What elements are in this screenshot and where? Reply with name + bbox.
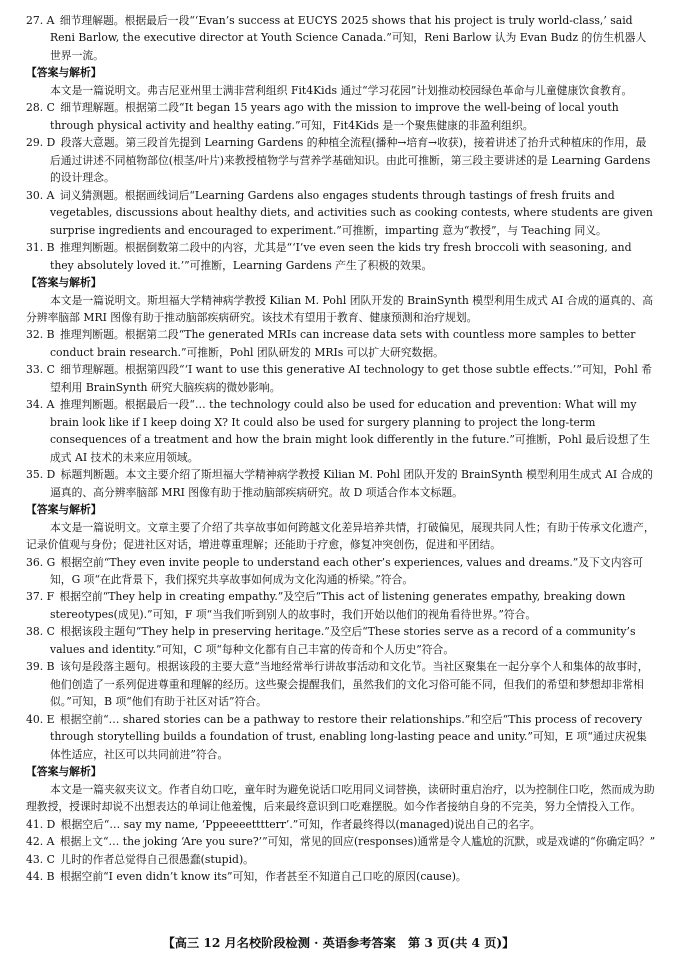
answer-number: 41. D [26, 817, 56, 831]
answer-item [26, 658, 656, 710]
answer-explanation: 根据该段主题句“They help in preserving heritage.”及空后“These stories serve as a record of a community’s values and identity.”可知，C 项“每种文化都有自己丰富的传奇和个人历史”符合。 [50, 625, 636, 656]
answer-section [26, 12, 656, 64]
answer-number: 44. B [26, 869, 55, 883]
answer-explanation: 细节理解题。根据最后一段“‘Evan’s success at EUCYS 2025 shows that his project is truly world-class,’ said Reni Barlow, the executive director at Youth Science Canada.”可知，Reni Barlow 认为 Evan Budz 的仿生机器人世界一流。 [50, 14, 647, 62]
answer-section [26, 274, 656, 501]
answer-explanation: 根据上文“… the joking ‘Are you sure?’”可知，常见的回应(responses)通常是令人尴尬的沉默，或是戏谑的“你确定吗？” [59, 835, 656, 849]
answer-explanation: 推理判断题。根据第二段“The generated MRIs can increase data sets with countless more samples to better conduct brain research.”可推断，Pohl 团队研发的 MRIs 可以扩大研究数据。 [50, 328, 636, 359]
answer-explanation: 根据空前“… shared stories can be a pathway to restore their relationships.”和空后“This process of recovery through storytelling builds a foundation of trust, enabling long-lasting peace and unity.”可知，E 项“通过庆祝集体性适应，社区可以共同前进”符合。 [50, 712, 647, 761]
answer-number: 37. F [26, 590, 55, 604]
passage-summary: 本文是一篇说明文。弗吉尼亚州里士满非营利组织 Fit4Kids 通过“学习花园”计划推动校园绿色革命与儿童健康饮食教育。 [50, 83, 633, 97]
answer-item [26, 239, 656, 274]
answer-item [26, 187, 656, 239]
answer-explanation: 根据空后“… say my name, ‘Pppeeeetttterr’.”可知，作者最终得以(managed)说出自己的名字。 [60, 817, 541, 831]
answer-number: 32. B [26, 328, 55, 342]
answer-number: 39. B [26, 660, 55, 674]
answer-number: 35. D [26, 468, 56, 482]
answer-explanation: 细节理解题。根据第二段“It began 15 years ago with the mission to improve the well-being of local youth through physical activity and healthy eating.”可知，Fit4Kids 是一个聚焦健康的非盈利组织。 [50, 101, 619, 132]
page-content [26, 12, 656, 885]
passage-summary: 本文是一篇夹叙夹议文。作者自幼口吃，童年时为避免说话口吃用同义词替换，读研时重启治疗，以为控制住口吃，然而成为助理教授，授课时却说不出想表达的单词让他羞愧，后来最终意识到口吃难摆脱。如今作者接纳自身的不完美，努力全情投入工作。 [26, 782, 655, 814]
answer-section [26, 64, 656, 274]
answer-item [26, 396, 656, 466]
answer-item [26, 623, 656, 658]
answer-number: 28. C [26, 101, 55, 115]
answer-explanation: 该句是段落主题句。根据该段的主要大意“当地经常举行讲故事活动和文化节。当社区聚集在一起分享个人和集体的故事时，他们创造了一系列促进尊重和理解的经历。这些聚会提醒我们，虽然我们的文化习俗可能不同，但我们的希望和梦想却非常相似。”可知，B 项“他们有助于社区对话”符合。 [50, 660, 649, 709]
passage-summary: 本文是一篇说明文。斯坦福大学精神病学教授 Kilian M. Pohl 团队开发的 BrainSynth 模型利用生成式 AI 合成的逼真的、高分辨率脑部 MRI 图像有助于推动脑部疾病研究。该技术有望用于教育、健康预测和治疗规划。 [26, 293, 654, 324]
answer-number: 29. D [26, 136, 56, 150]
answer-explanation: 推理判断题。根据倒数第二段中的内容，尤其是“‘I’ve even seen the kids try fresh broccoli with seasoning, and they absolutely loved it.’”可推断，Learning Gardens 产生了积极的效果。 [50, 241, 632, 272]
answer-number: 34. A [26, 398, 55, 412]
answer-explanation: 段落大意题。第三段首先提到 Learning Gardens 的种植全流程(播种→培育→收获)，接着讲述了抬升式种植床的作用，最后通过讲述不同植物部位(根茎/叶片)来教授植物学与营养学基础知识。由此可推断，第三段主要讲述的是 Learning Gardens 的设计理念。 [50, 136, 651, 185]
answer-item [26, 868, 656, 885]
answer-explanation: 根据空前“I even didn’t know its”可知，作者甚至不知道自己口吃的原因(cause)。 [59, 869, 467, 883]
answer-number: 40. E [26, 712, 55, 726]
answer-item [26, 851, 656, 868]
section-header: 【答案与解析】 [26, 503, 102, 517]
answer-explanation: 标题判断题。本文主要介绍了斯坦福大学精神病学教授 Kilian M. Pohl 团队开发的 BrainSynth 模型利用生成式 AI 合成的逼真的、高分辨率脑部 MRI 图像有助于推动脑部疾病研究。故 D 项适合作本文标题。 [50, 468, 653, 499]
answer-item [26, 554, 656, 589]
answer-item [26, 134, 656, 186]
answer-number: 38. C [26, 625, 55, 639]
answer-explanation: 细节理解题。根据第四段“‘I want to use this generative AI technology to get those subtle effects.’”可知，Pohl 希望利用 BrainSynth 研究大脑疾病的微妙影响。 [50, 363, 653, 394]
answer-explanation: 推理判断题。根据最后一段“… the technology could also be used for education and prevention: What will my brain look like if I keep doing X? It could also be used for surgery planning to project the long-term consequences of a treatment and how the brain might look differently in the future.”可推断，Pohl 最后设想了生成式 AI 技术的未来应用领域。 [50, 398, 651, 464]
answer-number: 36. G [26, 555, 56, 569]
section-header: 【答案与解析】 [26, 765, 102, 779]
section-header: 【答案与解析】 [26, 66, 102, 80]
answer-item [26, 326, 656, 361]
answer-number: 43. C [26, 852, 55, 866]
answer-item [26, 711, 656, 763]
answer-explanation: 词义猜测题。根据画线词后“Learning Gardens also engages students through tastings of fresh fruits and vegetables, discussions about healthy diets, and activities such as cooking contests, where students are given surprise ingredients and encouraged to experiment.”可推断，imparting 意为“教授”，与 Teaching 同义。 [50, 188, 653, 237]
answer-number: 30. A [26, 188, 55, 202]
answer-section [26, 501, 656, 763]
answer-item [26, 833, 656, 850]
answer-number: 27. A [26, 14, 55, 27]
answer-item [26, 99, 656, 134]
answer-item [26, 588, 656, 623]
answer-item [26, 466, 656, 501]
answer-number: 42. A [26, 835, 55, 849]
answer-number: 31. B [26, 241, 55, 255]
page-footer: 【高三 12 月名校阶段检测 · 英语参考答案 第 3 页(共 4 页)】 [162, 936, 515, 950]
passage-summary: 本文是一篇说明文。文章主要了介绍了共享故事如何跨越文化差异培养共情，打破偏见，展现共同人性；有助于传承文化遗产，记录价值观与身份；促进社区对话，增进尊重理解；还能助于疗愈，修复冲突创伤，促进和平团结。 [26, 520, 655, 552]
answer-explanation: 根据空前“They help in creating empathy.”及空后“This act of listening generates empathy, breaking down stereotypes(成见).”可知，F 项“当我们听到别人的故事时，我们开始以他们的视角看待世界。”符合。 [50, 590, 626, 621]
answer-explanation: 根据空前“They even invite people to understand each other’s experiences, values and dreams.”及下文内容可知，G 项“在此背景下，我们探究共享故事如何成为文化沟通的桥梁。”符合。 [50, 555, 644, 586]
section-header: 【答案与解析】 [26, 276, 102, 290]
answer-item [26, 12, 656, 64]
answer-explanation: 儿时的作者总觉得自己很愚蠢(stupid)。 [60, 852, 254, 866]
answer-item [26, 816, 656, 833]
answer-number: 33. C [26, 363, 55, 377]
answer-section [26, 763, 656, 885]
answer-item [26, 361, 656, 396]
